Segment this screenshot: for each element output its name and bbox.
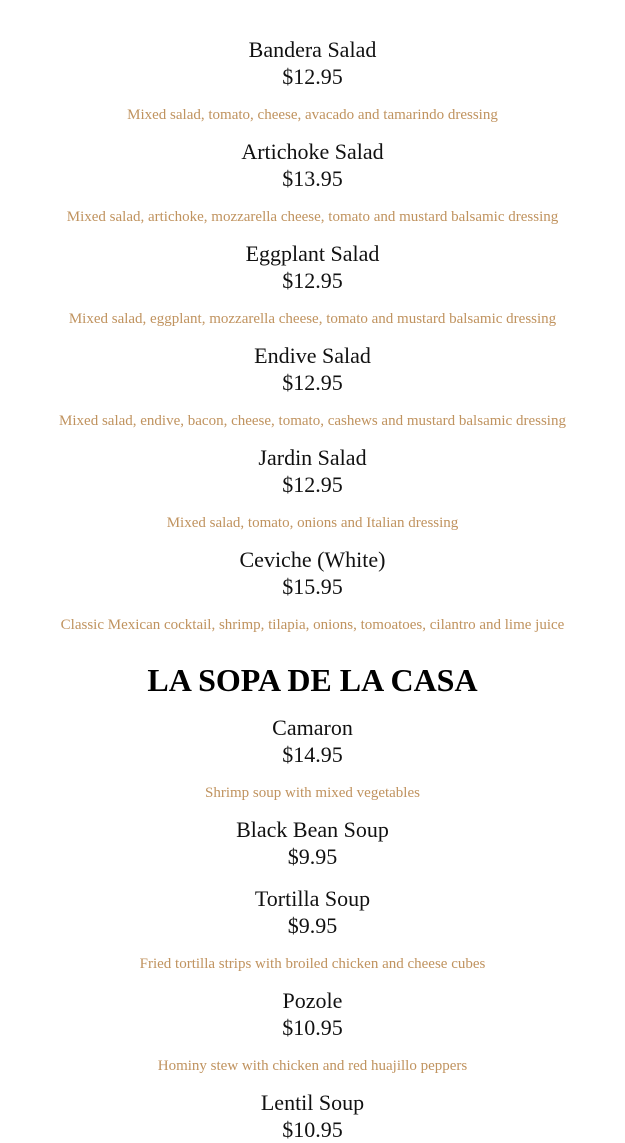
menu-item: [0, 444, 625, 498]
item-price: $13.95: [282, 166, 343, 191]
item-price: $10.95: [282, 1015, 343, 1040]
item-description: Mixed salad, tomato, cheese, avacado and tamarindo dressing: [127, 107, 498, 123]
menu-item: [0, 816, 625, 870]
item-name: Jardin Salad: [258, 445, 367, 470]
item-description: Hominy stew with chicken and red huajillo peppers: [157, 1058, 468, 1074]
item-description: Fried tortilla strips with broiled chicken and cheese cubes: [139, 956, 486, 972]
item-name: Artichoke Salad: [241, 139, 384, 164]
item-name: Lentil Soup: [260, 1090, 365, 1115]
menu-item: [0, 36, 625, 90]
item-name: Camaron: [272, 715, 353, 740]
item-price: $12.95: [282, 370, 343, 395]
item-description: Mixed salad, endive, bacon, cheese, tomato, cashews and mustard balsamic dressing: [59, 413, 566, 429]
item-price: $10.95: [282, 1117, 343, 1142]
item-name: Black Bean Soup: [236, 817, 389, 842]
menu-item: [0, 987, 625, 1041]
item-name: Pozole: [282, 988, 343, 1013]
item-description: Classic Mexican cocktail, shrimp, tilapia, onions, tomoatoes, cilantro and lime juice: [60, 617, 565, 633]
item-name: Tortilla Soup: [254, 886, 371, 911]
item-price: $9.95: [287, 913, 338, 938]
menu-item: [0, 240, 625, 294]
menu-item: [0, 714, 625, 768]
item-price: $12.95: [282, 472, 343, 497]
item-price: $12.95: [282, 64, 343, 89]
item-description: Shrimp soup with mixed vegetables: [205, 785, 420, 801]
section-title: LA SOPA DE LA CASA: [147, 662, 478, 698]
menu-item: [0, 342, 625, 396]
item-name: Bandera Salad: [248, 37, 377, 62]
item-description: Mixed salad, eggplant, mozzarella cheese, tomato and mustard balsamic dressing: [68, 311, 557, 327]
item-price: $12.95: [282, 268, 343, 293]
item-name: Ceviche (White): [239, 547, 386, 572]
item-price: $14.95: [282, 742, 343, 767]
menu-item: [0, 885, 625, 939]
menu-item: [0, 546, 625, 600]
menu-item: [0, 1089, 625, 1143]
item-name: Endive Salad: [254, 343, 371, 368]
item-name: Eggplant Salad: [245, 241, 380, 266]
item-description: Mixed salad, artichoke, mozzarella cheese, tomato and mustard balsamic dressing: [66, 209, 559, 225]
item-price: $9.95: [287, 844, 338, 869]
item-price: $15.95: [282, 574, 343, 599]
menu-item: [0, 138, 625, 192]
item-description: Mixed salad, tomato, onions and Italian dressing: [166, 515, 459, 531]
